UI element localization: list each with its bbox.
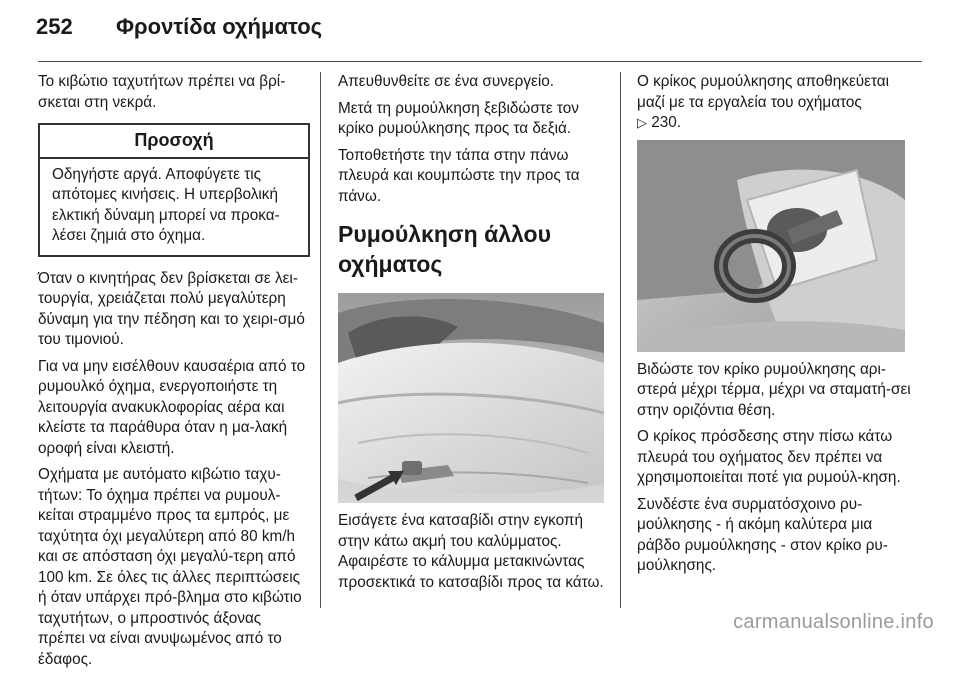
- page-title: Φροντίδα οχήματος: [116, 14, 323, 39]
- paragraph: Βιδώστε τον κρίκο ρυμούλκησης αρι-στερά μέχρι τέρμα, μέχρι να σταματή-σει στην οριζόντια θέση.: [637, 360, 911, 419]
- column-divider: [620, 72, 621, 608]
- caution-box: [38, 123, 310, 257]
- column-divider: [320, 72, 321, 608]
- caution-text: Οδηγήστε αργά. Αποφύγετε τις απότομες κινήσεις. Η υπερβολική ελκτική δύναμη μπορεί να προκα-λέσει ζημιά στο όχημα.: [52, 165, 280, 244]
- paragraph: Οχήματα με αυτόματο κιβώτιο ταχυ-τήτων: Το όχημα πρέπει να ρυμουλ-κείται στραμμένο προς τα εμπρός, με ταχύτητα όχι μεγαλύτερη από 80 km/h και σε απόσταση όχι μεγαλύ-τερη από 100 km. Σε όλες τις άλλες περιπτώσεις ή όταν υπάρχει πρό-βλημα στο κιβώτιο ταχυτήτων, ο μπροστινός άξονας πρέπει να είναι ανυψωμένος από το έδαφος.: [38, 466, 302, 668]
- paragraph: Όταν ο κινητήρας δεν βρίσκεται σε λει-τουργία, χρειάζεται πολύ μεγαλύτερη δύναμη για την πέδηση και το χειρι-σμό του τιμονιού.: [38, 269, 305, 348]
- watermark-logo: carmanualsonline.info: [733, 611, 934, 633]
- section-heading: Ρυμούλκηση άλλου οχήματος: [338, 221, 551, 277]
- paragraph: Το κιβώτιο ταχυτήτων πρέπει να βρί-σκεται στη νεκρά.: [38, 73, 286, 111]
- page-reference: 230.: [651, 114, 682, 131]
- paragraph: Μετά τη ρυμούλκηση ξεβιδώστε τον κρίκο ρυμούλκησης προς τα δεξιά.: [338, 99, 579, 137]
- paragraph-text: Ο κρίκος ρυμούλκησης αποθηκεύεται μαζί με τα εργαλεία του οχήματος: [637, 73, 890, 111]
- bumper-cover-illustration: [338, 293, 604, 503]
- paragraph: Απευθυνθείτε σε ένα συνεργείο.: [338, 73, 554, 90]
- header-divider: [38, 61, 922, 62]
- column-right: [637, 72, 912, 583]
- page-number: 252: [36, 14, 73, 39]
- paragraph: Συνδέστε ένα συρματόσχοινο ρυ-μούλκησης - ή ακόμη καλύτερα μια ράβδο ρυμούλκησης - στον κρίκο ρυ-μούλκησης.: [637, 495, 888, 574]
- paragraph: Τοποθετήστε την τάπα στην πάνω πλευρά και κουμπώστε την προς τα πάνω.: [338, 146, 580, 205]
- paragraph: [637, 72, 912, 134]
- caution-title: Προσοχή: [40, 125, 308, 159]
- page-header: [0, 0, 960, 62]
- column-middle: [338, 72, 608, 599]
- column-left: [38, 72, 310, 676]
- paragraph: Εισάγετε ένα κατσαβίδι στην εγκοπή στην κάτω ακμή του καλύμματος. Αφαιρέστε το κάλυμμα μετακινώντας προσεκτικά το κατσαβίδι προς τα κάτω.: [338, 512, 604, 591]
- paragraph: Για να μην εισέλθουν καυσαέρια από το ρυμουλκό όχημα, ενεργοποιήστε τη λειτουργία ανακυκλοφορίας αέρα και κλείστε τα παράθυρα όταν η μα-λακή οροφή είναι κλειστή.: [38, 357, 306, 457]
- towing-eye-illustration: [637, 140, 905, 352]
- page-reference-icon: ▷: [637, 115, 647, 130]
- paragraph: Ο κρίκος πρόσδεσης στην πίσω κάτω πλευρά του οχήματος δεν πρέπει να χρησιμοποιείται ποτέ για ρυμούλ-κηση.: [637, 428, 901, 486]
